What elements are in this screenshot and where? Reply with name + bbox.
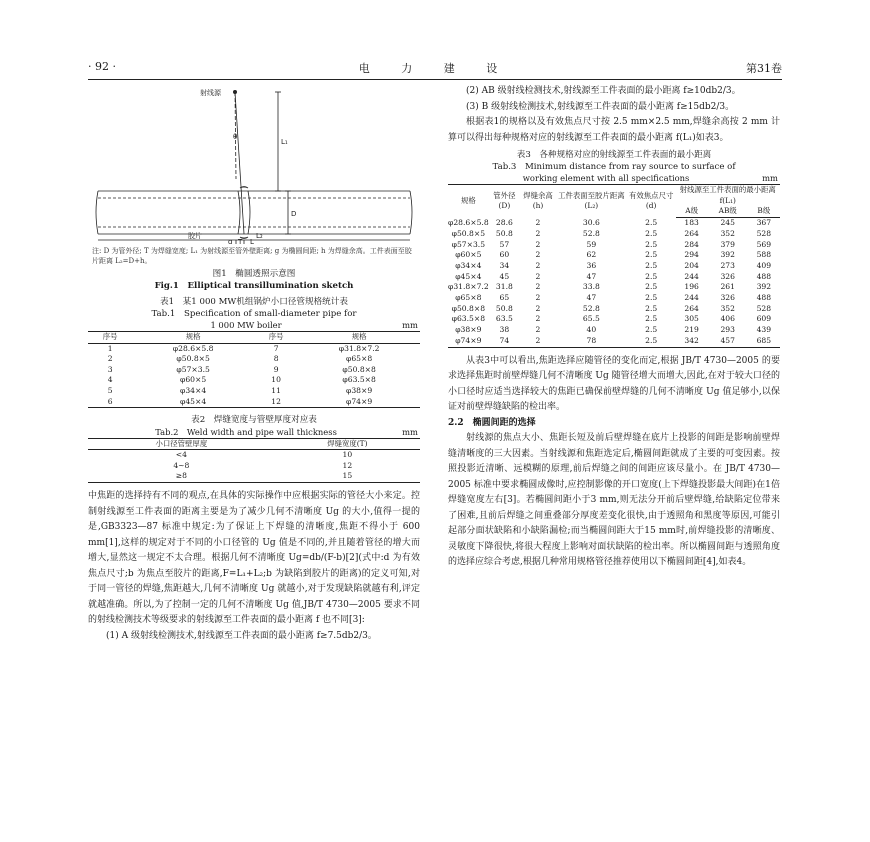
table-2-title-cn: 表2 焊缝宽度与管壁厚度对应表 [191,415,317,426]
table-3-header-B: B级 [748,206,780,217]
table-cell: 52.8 [582,303,600,313]
table-1-title-cn: 表1 某1 000 MW机组锅炉小口径管规格统计表 [160,297,348,307]
table-cell: 439 [756,325,772,335]
table-cell: 2.5 [645,260,658,270]
table-3-header-AB: AB级 [708,206,748,217]
label-source: 射线源 [200,89,221,97]
table-1-header: 规格 [132,332,254,344]
header-rule [88,79,782,80]
table-cell: 569 [756,239,772,249]
elliptical-transillumination-diagram [88,84,420,244]
table-cell: φ34×4 [180,385,207,395]
table-3-title-en: Tab.3 Minimum distance from ray source to surface of [492,161,736,172]
table-row [448,272,780,283]
table-cell: 45 [499,271,510,281]
table-cell: 2 [520,336,556,347]
table-cell: φ34×4 [455,260,482,270]
table-row [88,471,420,482]
table-2-unit: mm [402,426,418,437]
table-cell: 5 [107,385,113,395]
table-cell: 488 [756,293,772,303]
table-cell: 392 [720,250,735,260]
table-cell: 60 [499,250,510,260]
table-cell: 2.5 [645,228,658,238]
table-cell: φ65×8 [346,354,373,364]
table-cell: 78 [556,336,627,347]
table-cell: 34 [499,260,510,270]
table-cell: 15 [275,471,420,482]
table-row [448,240,780,251]
table-cell: 65.5 [582,314,600,324]
table-cell: 273 [720,260,735,270]
table-row [88,461,420,472]
table-cell: 305 [684,314,699,324]
table-cell: 52.8 [582,228,600,238]
left-paragraph-2: (1) A 级射线检测技术,射线源至工件表面的最小距离 f≥7.5db2/3。 [106,630,377,641]
table-cell: 2 [535,271,541,281]
table-cell: φ50.8×8 [342,364,376,374]
table-1-unit: mm [402,320,418,330]
table-cell: 2 [535,303,541,313]
label-T: T [238,238,243,244]
table-row [448,293,780,304]
left-paragraph-1: 中焦距的选择持有不同的观点,在具体的实际操作中应根据实际的管径大小来定。控制射线源至工件表面的距离主要是为了减少几何不清晰度 Ug 的大小,值得一提的是,GB3323—87 标准中规定:为了保证上下焊缝的清晰度,焦距不得小于 600 mm[1],这样的规定对于不同的小口径管的 Ug 值是不同的,并且随着管径的增大而增大,显然这一规定不太合理。根据几何不清晰度 Ug=db/(F-b)[2](式中:d 为有效焦点尺寸;b 为焦点至胶片的距离,F=L₁+L₂;b 为缺陷到胶片的距离)的定义可知,对于同一管径的焊缝,焦距越大,几何不清晰度 Ug 就越小,对于发现缺陷就越有利,评定就越准确。所以,为了控制一定的几何不清晰度 Ug 值,JB/T 4730—2005 要求不同的射线检测技术等级要求的射线源至工件表面的最小距离 f 也不同[3]: [88,491,420,626]
journal-title: 电 力 建 设 [358,62,512,75]
table-3-unit: mm [762,173,778,183]
table-cell: 352 [720,303,735,313]
table-cell: φ63.5×8 [451,314,486,324]
table-3-title-cn: 表3 各种规格对应的射线源至工件表面的最小距离 [516,150,712,160]
table-cell: 62 [586,250,597,260]
table-cell: 2.5 [645,303,658,313]
table-cell: φ45×4 [132,397,254,408]
label-L2: L₂ [256,232,263,240]
table-cell: ≥8 [88,471,275,482]
table-1-title-en2: 1 000 MW boiler [210,320,282,330]
table-cell: 2 [535,228,541,238]
right-paragraph-1: (2) AB 级射线检测技术,射线源至工件表面的最小距离 f≥10db2/3。 [466,86,741,96]
table-cell: 392 [756,282,772,292]
table-2-title-en: Tab.2 Weld width and pipe wall thickness [155,426,337,437]
table-cell: 63.5 [495,314,513,324]
table-cell: 2.5 [645,325,658,335]
table-2 [88,438,420,483]
table-cell: 588 [756,250,772,260]
table-3-header-spec: 规格 [448,185,489,218]
table-3-title-en2: working element with all specifications [522,173,690,183]
table-cell: φ50.8×5 [451,228,486,238]
table-cell: 36 [586,260,597,270]
table-cell: 488 [756,271,772,281]
table-cell: 8 [273,354,279,364]
table-cell: φ60×5 [455,250,482,260]
table-cell: φ50.8×8 [451,303,486,313]
table-cell: 3 [107,364,113,374]
table-cell: 10 [271,375,281,385]
table-cell: 28.6 [495,217,513,227]
table-3 [448,184,780,348]
table-cell: 528 [756,228,772,238]
table-cell: 65 [499,293,510,303]
table-3-header-A: A级 [676,206,708,217]
table-3-header-d: 有效焦点尺寸(d) [627,185,676,218]
table-cell: 406 [720,314,735,324]
table-cell: 685 [748,336,780,347]
table-cell: 12 [254,397,298,408]
running-header [88,60,782,76]
table-cell: 31.8 [495,282,513,292]
page-number: · 92 · [88,60,116,73]
right-paragraph-2: (3) B 级射线检测技术,射线源至工件表面的最小距离 f≥15db2/3。 [466,101,735,112]
left-column [88,84,420,644]
figure-1-note: 注: D 为管外径; T 为焊缝宽度; L₁ 为射线源至管外壁距离; g 为椭圆间距; h 为焊缝余高。工件表面至胶片距离 L₂=D+h。 [92,247,412,265]
table-cell: 50.8 [495,228,513,238]
table-row [448,218,780,229]
figure-1-caption-cn: 图1 椭圆透照示意图 [212,269,296,279]
table-3-header-od: 管外径(D) [489,185,520,218]
table-cell: φ31.8×7.2 [338,343,380,353]
right-paragraph-4: 从表3中可以看出,焦距选择应随管径的变化而定,根据 JB/T 4730—2005 的要求选择焦距时前壁焊缝几何不清晰度 Ug 随管径增大而增大,因此,在对于较大口径的小口径时应适当选择较大的焦距已确保前壁焊缝的几何不清晰度 Ug 值足够小,以保证对前壁焊缝缺陷的检出率。 [448,355,780,413]
label-g: g [228,238,233,244]
table-cell: 264 [684,228,699,238]
right-paragraph-5: 射线源的焦点大小、焦距长短及前后壁焊缝在底片上投影的间距是影响前壁焊缝清晰度的三大因素。当射线源和焦距选定后,椭圆间距就成了主要的可变因素。按照投影近清晰、远模糊的原理,前后焊缝之间的间距应该尽量小。在 JB/T 4730—2005 标准中要求椭圆成像时,应控制影像的开口宽度(上下焊缝投影最大间距)在1倍焊缝宽度左右[3]。若椭圆间距小于3 mm,则无法分开前后壁焊缝,给缺陷定位带来了困难,且前后焊缝之间重叠部分厚度差变化很快,由于透照角和黑度等原因,可能引起部分面状缺陷和小缺陷漏检;而当椭圆间距大于15 mm时,前焊缝投影的清晰度、灵敏度下降很快,将很大程度上影响对面状缺陷的检出率。所以椭圆间距与透照角度的选择应综合考虑,根据几种常用规格管径推荐使用以下椭圆间距[4],如表4。 [448,433,780,568]
table-cell: 2.5 [645,271,658,281]
table-cell: φ28.6×5.8 [172,343,214,353]
table-cell: 7 [273,343,279,353]
table-cell: 261 [720,282,735,292]
table-cell: 2 [535,217,541,227]
table-cell: 2.5 [627,336,676,347]
table-row [448,325,780,336]
table-cell: 367 [756,218,772,228]
table-row [88,343,420,354]
table-cell: 33.8 [582,282,600,292]
table-cell: φ45×4 [455,271,482,281]
table-1-header: 规格 [298,332,420,344]
table-1-title-en: Tab.1 Specification of small-diameter pipe for [151,308,357,319]
table-row [88,450,420,461]
table-row [448,336,780,347]
volume-label: 第31卷 [746,62,782,75]
table-3-header-h: 焊缝余高(h) [520,185,556,218]
table-cell: 4~8 [173,460,190,470]
table-cell: 12 [342,460,353,470]
label-D: D [291,210,297,218]
table-row [448,261,780,272]
table-row [88,354,420,365]
table-cell: φ74×9 [448,336,489,347]
figure-1 [88,84,420,244]
table-row [448,229,780,240]
table-cell: <4 [175,450,187,460]
table-cell: 457 [708,336,748,347]
table-cell: 294 [684,250,699,260]
table-cell: 4 [107,375,113,385]
label-L: L [250,238,254,244]
table-cell: 264 [684,303,699,313]
table-row [88,386,420,397]
table-cell: 40 [586,325,597,335]
table-row [448,304,780,315]
table-cell: 2 [535,314,541,324]
table-cell: 183 [684,218,699,228]
table-cell: 2 [535,293,541,303]
table-cell: φ38×9 [346,385,373,395]
table-cell: 1 [107,343,113,353]
table-cell: 57 [499,239,510,249]
table-cell: 293 [720,325,735,335]
table-cell: φ38×9 [455,325,482,335]
section-heading-2-2: 2.2 椭圆间距的选择 [448,417,536,428]
table-cell: 245 [720,218,735,228]
table-cell: 6 [88,397,132,408]
table-cell: 352 [720,228,735,238]
table-cell: 2 [535,260,541,270]
table-cell: 2.5 [645,282,658,292]
table-cell: φ28.6×5.8 [448,217,489,227]
label-theta: θ [233,133,238,141]
table-cell: 2.5 [645,293,658,303]
table-cell: 10 [342,450,353,460]
table-cell: 244 [684,271,699,281]
table-cell: 326 [720,271,735,281]
table-cell: 204 [684,260,699,270]
table-cell: 50.8 [495,303,513,313]
label-film: 胶片 [188,232,202,240]
table-cell: 379 [720,239,735,249]
table-row [448,250,780,261]
table-cell: 342 [676,336,708,347]
right-paragraph-3: 根据表1的规格以及有效焦点尺寸按 2.5 mm×2.5 mm,焊缝余高按 2 mm 计算可以得出每种规格对应的射线源至工件表面的最小距离 f(L₁)如表3。 [448,117,780,143]
table-cell: 2 [535,250,541,260]
table-1-header: 序号 [88,332,132,344]
table-cell: 2 [107,354,113,364]
table-cell: 2 [535,282,541,292]
table-cell: 284 [684,239,699,249]
table-cell: 219 [684,325,699,335]
table-cell: 9 [273,364,279,374]
right-column [448,84,780,571]
table-cell: 196 [684,282,699,292]
table-cell: 59 [586,239,597,249]
table-cell: φ57×3.5 [451,239,486,249]
table-2-header: 小口径管壁厚度 [88,438,275,450]
table-cell: φ60×5 [180,375,207,385]
table-cell: 2.5 [645,314,658,324]
table-cell: 2.5 [645,250,658,260]
table-cell: φ57×3.5 [176,364,210,374]
table-cell: 47 [586,271,597,281]
table-row [88,375,420,386]
table-3-header-L2: 工件表面至胶片距离(L₂) [556,185,627,218]
table-cell: 11 [271,385,281,395]
table-cell: φ63.5×8 [342,375,376,385]
table-row [448,282,780,293]
table-cell: 74 [489,336,520,347]
table-cell: 2 [535,239,541,249]
table-row [448,314,780,325]
table-cell: 409 [756,260,772,270]
table-cell: φ74×9 [298,397,420,408]
table-cell: 326 [720,293,735,303]
table-cell: 609 [756,314,772,324]
ray-source-dot [233,90,237,94]
figure-1-caption-en: Fig.1 Elliptical transillumination sketch [154,280,354,291]
table-cell: 38 [499,325,510,335]
table-cell: φ65×8 [455,293,482,303]
table-cell: 244 [684,293,699,303]
table-cell: φ50.8×5 [176,354,210,364]
table-cell: 47 [586,293,597,303]
table-row [88,365,420,376]
label-L1: L₁ [281,138,288,146]
table-1-header: 序号 [254,332,298,344]
table-cell: 2.5 [645,239,658,249]
table-3-header-group: 射线源至工件表面的最小距离 f(L₁) [676,185,781,207]
table-row [88,397,420,408]
table-1 [88,331,420,408]
table-cell: 2.5 [645,217,658,227]
table-cell: 30.6 [582,217,600,227]
table-cell: φ31.8×7.2 [448,282,489,292]
table-2-header: 焊缝宽度(T) [275,438,420,450]
table-cell: 528 [756,303,772,313]
table-cell: 2 [535,325,541,335]
